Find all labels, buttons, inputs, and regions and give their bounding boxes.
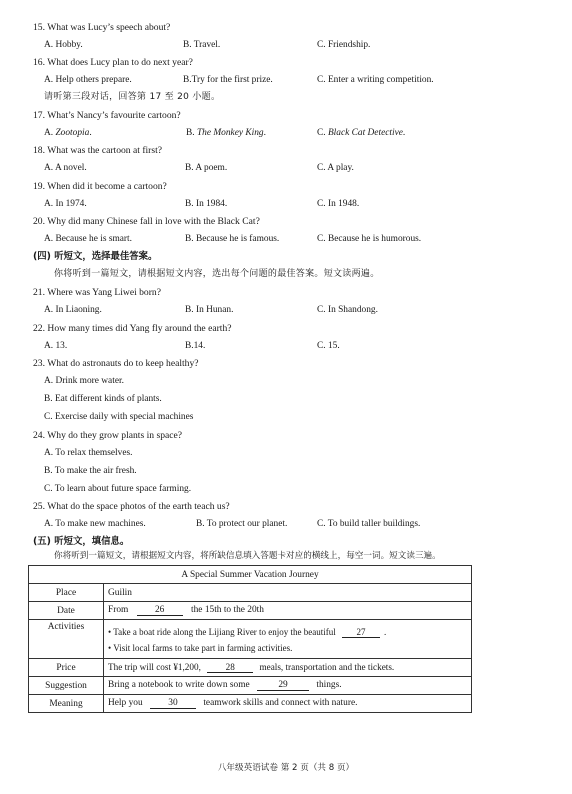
question-23: 23. What do astronauts do to keep healthy? — [33, 358, 199, 369]
question-17: 17. What’s Nancy’s favourite cartoon? — [33, 110, 181, 121]
table-title: A Special Summer Vacation Journey — [29, 566, 472, 584]
q20-option-a: A. Because he is smart. — [44, 234, 132, 244]
question-20: 20. Why did many Chinese fall in love with the Black Cat? — [33, 216, 260, 227]
info-table — [28, 565, 472, 713]
price-row: The trip will cost ¥1,200, 28 meals, transportation and the tickets. — [104, 659, 472, 677]
q18-option-b: B. A poem. — [185, 163, 228, 173]
q25-option-a: A. To make new machines. — [44, 519, 146, 529]
blank-30[interactable]: 30 — [150, 698, 196, 709]
question-25: 25. What do the space photos of the earth teach us? — [33, 501, 230, 512]
q23-option-b: B. Eat different kinds of plants. — [44, 394, 162, 404]
q24-option-b: B. To make the air fresh. — [44, 466, 137, 476]
activities-label: Activities — [29, 620, 104, 659]
meaning-label: Meaning — [29, 695, 104, 713]
q18-option-c: C. A play. — [317, 163, 354, 173]
q16-option-a: A. Help others prepare. — [44, 75, 132, 85]
question-21: 21. Where was Yang Liwei born? — [33, 287, 161, 298]
q22-option-c: C. 15. — [317, 341, 340, 351]
section-5-instruction: 你将听到一篇短文，请根据短文内容，将所缺信息填入答题卡对应的横线上，每空一词。短文读三遍。 — [54, 551, 441, 561]
q16-option-c: C. Enter a writing competition. — [317, 75, 434, 85]
blank-28[interactable]: 28 — [207, 662, 253, 673]
q22-option-a: A. 13. — [44, 341, 68, 351]
q23-option-c: C. Exercise daily with special machines — [44, 412, 194, 422]
q21-option-b: B. In Hunan. — [185, 305, 234, 315]
place-label: Place — [29, 584, 104, 602]
q24-option-c: C. To learn about future space farming. — [44, 484, 192, 494]
q17-option-b: B. The Monkey King. — [186, 128, 266, 138]
part3-instruction: 请听第三段对话，回答第 17 至 20 小题。 — [44, 92, 221, 102]
activity-2: • Visit local farms to take part in farming activities. — [108, 643, 293, 653]
q19-option-a: A. In 1974. — [44, 199, 87, 209]
date-row: From 26 the 15th to the 20th — [104, 602, 472, 620]
question-19: 19. When did it become a cartoon? — [33, 181, 167, 192]
q16-option-b: B.Try for the first prize. — [183, 75, 273, 85]
suggestion-label: Suggestion — [29, 677, 104, 695]
q15-option-c: C. Friendship. — [317, 40, 371, 50]
q21-option-a: A. In Liaoning. — [44, 305, 102, 315]
q15-option-b: B. Travel. — [183, 40, 221, 50]
suggestion-row: Bring a notebook to write down some 29 things. — [104, 677, 472, 695]
section-4-title: (四) 听短文，选择最佳答案。 — [33, 251, 158, 262]
q17-option-a: A. Zootopia. — [44, 128, 92, 138]
q23-option-a: A. Drink more water. — [44, 376, 124, 386]
q21-option-c: C. In Shandong. — [317, 305, 378, 315]
q20-option-b: B. Because he is famous. — [185, 234, 280, 244]
q25-option-c: C. To build taller buildings. — [317, 519, 421, 529]
q20-option-c: C. Because he is humorous. — [317, 234, 422, 244]
section-5-title: (五) 听短文，填信息。 — [33, 536, 130, 547]
price-label: Price — [29, 659, 104, 677]
q19-option-b: B. In 1984. — [185, 199, 228, 209]
activities-cell: • Take a boat ride along the Lijiang River to enjoy the beautiful 27 . • Visit local farms to take part in farming activities. — [104, 620, 472, 659]
meaning-row: Help you 30 teamwork skills and connect with nature. — [104, 695, 472, 713]
q22-option-b: B.14. — [185, 341, 206, 351]
blank-27[interactable]: 27 — [342, 627, 380, 638]
place-value: Guilin — [104, 584, 472, 602]
blank-26[interactable]: 26 — [137, 605, 183, 616]
question-16: 16. What does Lucy plan to do next year? — [33, 57, 193, 68]
q18-option-a: A. A novel. — [44, 163, 87, 173]
page-footer: 八年级英语试卷 第 2 页（共 8 页） — [217, 763, 355, 773]
question-15: 15. What was Lucy’s speech about? — [33, 22, 171, 33]
question-18: 18. What was the cartoon at first? — [33, 145, 163, 156]
question-24: 24. Why do they grow plants in space? — [33, 430, 183, 441]
q17-option-c: C. Black Cat Detective. — [317, 128, 406, 138]
section-4-instruction: 你将听到一篇短文，请根据短文内容，选出每个问题的最佳答案。短文读两遍。 — [54, 269, 380, 279]
blank-29[interactable]: 29 — [257, 680, 309, 691]
question-22: 22. How many times did Yang fly around the earth? — [33, 323, 232, 334]
date-label: Date — [29, 602, 104, 620]
q15-option-a: A. Hobby. — [44, 40, 83, 50]
q19-option-c: C. In 1948. — [317, 199, 360, 209]
q24-option-a: A. To relax themselves. — [44, 448, 133, 458]
q25-option-b: B. To protect our planet. — [196, 519, 288, 529]
